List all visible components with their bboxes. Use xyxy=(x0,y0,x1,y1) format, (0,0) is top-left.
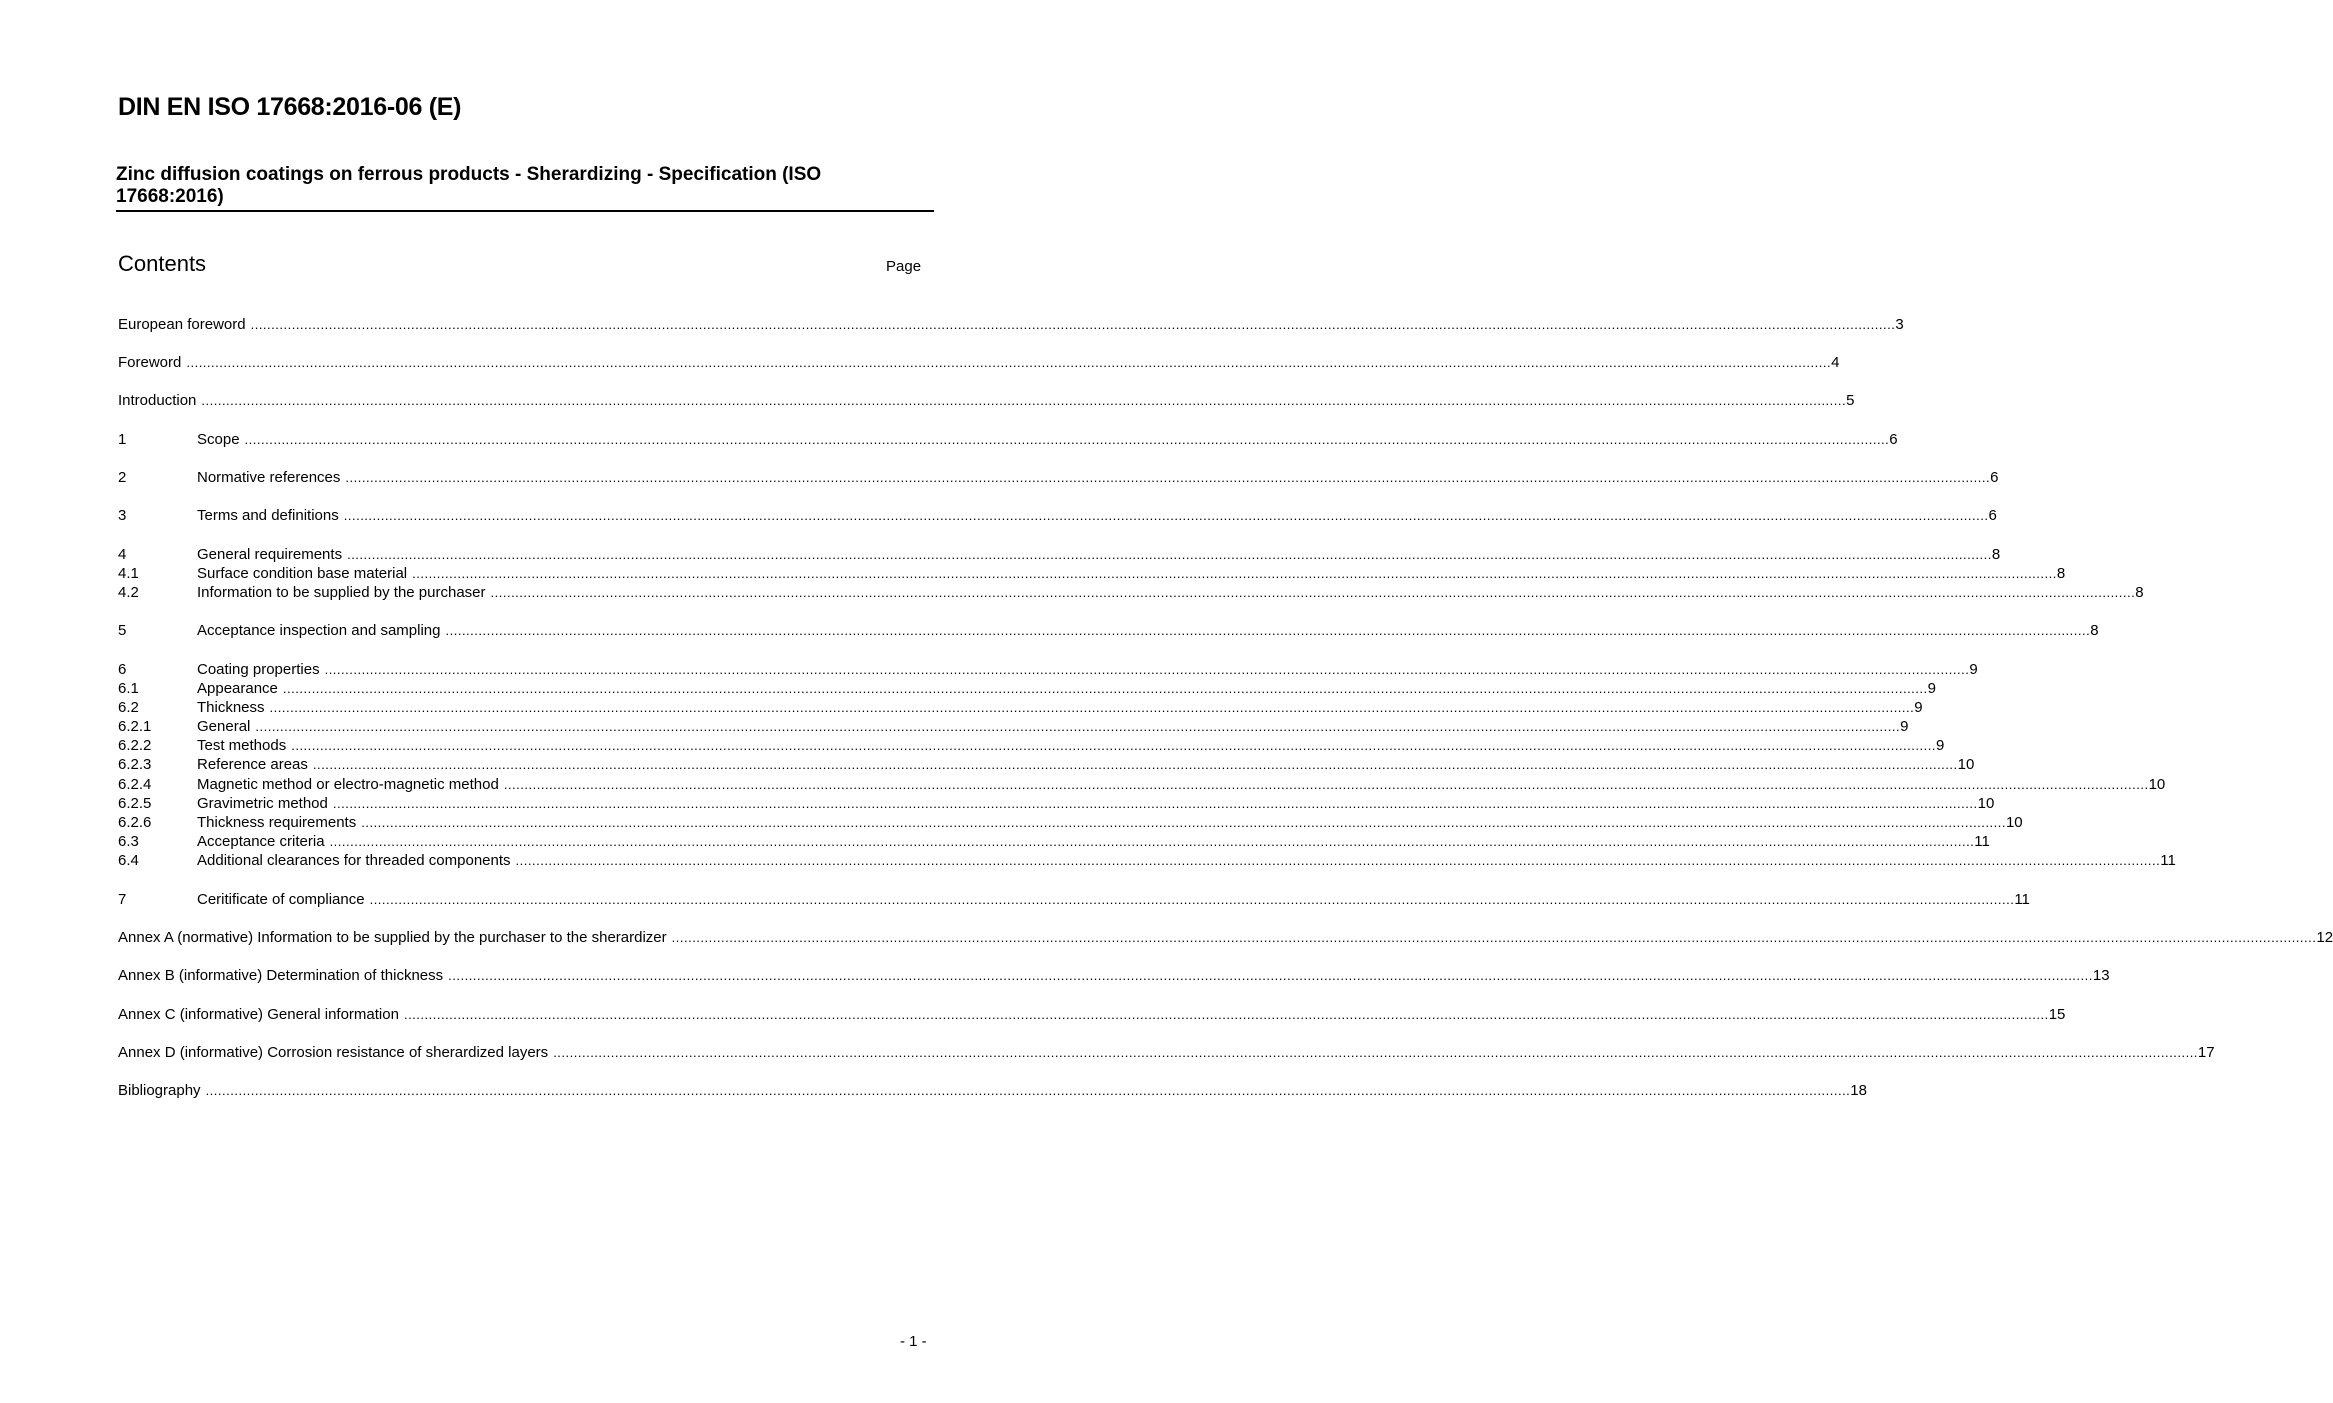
toc-dot-leader: ................................................................................................................................................................................................................................................................................................................................................................................................................ xyxy=(332,796,1978,811)
toc-entry-title: General xyxy=(197,718,251,735)
toc-entry xyxy=(118,755,1975,774)
toc-entry xyxy=(118,832,1990,851)
toc-entry-number: 5 xyxy=(118,622,127,639)
toc-dot-leader: ................................................................................................................................................................................................................................................................................................................................................................................................................ xyxy=(361,815,2006,830)
toc-entry-number: 4.2 xyxy=(118,584,139,601)
toc-entry xyxy=(118,775,2166,794)
toc-entry-page: 5 xyxy=(1846,392,1855,409)
page-column-label: Page xyxy=(886,258,922,275)
toc-dot-leader: ................................................................................................................................................................................................................................................................................................................................................................................................................ xyxy=(324,662,1970,677)
toc-entry-number: 6.2.6 xyxy=(118,814,152,831)
toc-entry-number: 4.1 xyxy=(118,565,139,582)
toc-entry xyxy=(118,890,2030,909)
toc-entry-page: 9 xyxy=(1914,699,1923,716)
toc-dot-leader: ................................................................................................................................................................................................................................................................................................................................................................................................................ xyxy=(345,470,1991,485)
toc-entry-page: 17 xyxy=(2197,1044,2215,1061)
document-title: DIN EN ISO 17668:2016-06 (E) xyxy=(118,93,462,121)
contents-heading: Contents xyxy=(118,251,207,276)
toc-entry-page: 11 xyxy=(2160,852,2176,869)
toc-entry xyxy=(118,966,2110,985)
toc-dot-leader: ................................................................................................................................................................................................................................................................................................................................................................................................................ xyxy=(490,585,2136,600)
toc-dot-leader: ................................................................................................................................................................................................................................................................................................................................................................................................................ xyxy=(250,317,1896,332)
toc-entry xyxy=(118,545,2001,564)
toc-entry xyxy=(118,391,1855,410)
toc-dot-leader: ................................................................................................................................................................................................................................................................................................................................................................................................................ xyxy=(329,834,1975,849)
toc-entry xyxy=(118,813,2023,832)
toc-dot-leader: ................................................................................................................................................................................................................................................................................................................................................................................................................ xyxy=(269,700,1915,715)
toc-entry-number: 2 xyxy=(118,469,127,486)
toc-entry-page: 9 xyxy=(1927,680,1936,697)
toc-entry-number: 6.3 xyxy=(118,833,139,850)
toc-entry xyxy=(118,315,1904,334)
toc-dot-leader: ................................................................................................................................................................................................................................................................................................................................................................................................................ xyxy=(343,508,1989,523)
toc-entry-title: General requirements xyxy=(197,546,343,563)
toc-entry-number: 6.2.3 xyxy=(118,756,152,773)
toc-entry-title: Additional clearances for threaded components xyxy=(197,852,511,869)
page-number: - 1 - xyxy=(900,1333,927,1350)
toc-dot-leader: ................................................................................................................................................................................................................................................................................................................................................................................................................ xyxy=(186,355,1832,370)
toc-dot-leader: ................................................................................................................................................................................................................................................................................................................................................................................................................ xyxy=(445,623,2091,638)
toc-entry-title: Appearance xyxy=(197,680,278,697)
toc-entry-number: 6.2.2 xyxy=(118,737,152,754)
toc-entry-page: 4 xyxy=(1831,354,1840,371)
toc-entry-title: Test methods xyxy=(197,737,287,754)
toc-entry-number: 6 xyxy=(118,661,127,678)
toc-entry xyxy=(118,794,1995,813)
toc-entry xyxy=(118,1043,2215,1062)
toc-dot-leader: ................................................................................................................................................................................................................................................................................................................................................................................................................ xyxy=(312,757,1958,772)
toc-entry-page: 9 xyxy=(1969,661,1978,678)
toc-entry-number: 6.2.4 xyxy=(118,776,152,793)
toc-entry-title: Surface condition base material xyxy=(197,565,408,582)
toc-dot-leader: ................................................................................................................................................................................................................................................................................................................................................................................................................ xyxy=(448,968,2093,983)
toc-entry xyxy=(118,660,1978,679)
toc-entry-number: 6.2.5 xyxy=(118,795,152,812)
toc-entry-title: Normative references xyxy=(197,469,341,486)
toc-entry xyxy=(118,430,1898,449)
toc-dot-leader: ................................................................................................................................................................................................................................................................................................................................................................................................................ xyxy=(553,1045,2198,1060)
toc-entry xyxy=(118,1005,2066,1024)
toc-entry-title: Acceptance criteria xyxy=(197,833,325,850)
toc-entry-title: Bibliography xyxy=(118,1082,201,1099)
toc-entry-title: Acceptance inspection and sampling xyxy=(197,622,441,639)
toc-dot-leader: ................................................................................................................................................................................................................................................................................................................................................................................................................ xyxy=(671,930,2317,945)
toc-entry xyxy=(118,851,2176,870)
toc-dot-leader: ................................................................................................................................................................................................................................................................................................................................................................................................................ xyxy=(201,393,1847,408)
toc-entry-page: 13 xyxy=(2092,967,2110,984)
toc-dot-leader: ................................................................................................................................................................................................................................................................................................................................................................................................................ xyxy=(412,566,2057,581)
toc-entry-title: Ceritificate of compliance xyxy=(197,891,365,908)
toc-entry-title: Gravimetric method xyxy=(197,795,328,812)
toc-entry-title: Magnetic method or electro-magnetic method xyxy=(197,776,499,793)
toc-dot-leader: ................................................................................................................................................................................................................................................................................................................................................................................................................ xyxy=(515,853,2161,868)
toc-entry-page: 8 xyxy=(2090,622,2099,639)
toc-dot-leader: ................................................................................................................................................................................................................................................................................................................................................................................................................ xyxy=(255,719,1901,734)
toc-entry-title: Reference areas xyxy=(197,756,308,773)
toc-entry xyxy=(118,353,1840,372)
toc-entry-page: 6 xyxy=(1889,431,1898,448)
toc-entry-title: European foreword xyxy=(118,316,246,333)
toc-entry-page: 6 xyxy=(1988,507,1997,524)
toc-entry xyxy=(118,583,2144,602)
toc-entry-page: 10 xyxy=(2148,776,2166,793)
toc-entry-page: 8 xyxy=(1991,546,2001,563)
toc-entry-title: Thickness requirements xyxy=(197,814,357,831)
toc-entry xyxy=(118,717,1909,736)
toc-entry xyxy=(118,621,2099,640)
toc-entry-number: 6.2 xyxy=(118,699,139,716)
toc-dot-leader: ................................................................................................................................................................................................................................................................................................................................................................................................................ xyxy=(291,738,1936,753)
toc-entry-page: 9 xyxy=(1935,737,1945,754)
toc-entry-title: Information to be supplied by the purchaser xyxy=(197,584,486,601)
document-subtitle: Zinc diffusion coatings on ferrous products - Sherardizing - Specification (ISO 17668:2016) xyxy=(116,164,822,207)
toc-entry-page: 11 xyxy=(2014,891,2030,908)
toc-entry-number: 3 xyxy=(118,507,127,524)
toc-entry-page: 12 xyxy=(2316,929,2333,946)
toc-entry xyxy=(118,698,1923,717)
toc-entry-title: Annex A (normative) Information to be supplied by the purchaser to the sherardizer xyxy=(118,929,667,946)
toc-entry-number: 7 xyxy=(118,891,127,908)
toc-dot-leader: ................................................................................................................................................................................................................................................................................................................................................................................................................ xyxy=(369,892,2015,907)
toc-entry-title: Coating properties xyxy=(197,661,320,678)
toc-entry-page: 3 xyxy=(1895,316,1904,333)
toc-entry xyxy=(118,564,2066,583)
toc-dot-leader: ................................................................................................................................................................................................................................................................................................................................................................................................................ xyxy=(205,1083,1851,1098)
toc-entry-title: Annex B (informative) Determination of thickness xyxy=(118,967,444,984)
toc-entry-title: Annex D (informative) Corrosion resistance of sherardized layers xyxy=(118,1044,549,1061)
toc-entry-number: 6.1 xyxy=(118,680,139,697)
toc-dot-leader: ................................................................................................................................................................................................................................................................................................................................................................................................................ xyxy=(347,547,1992,562)
toc-entry-page: 6 xyxy=(1990,469,1999,486)
toc-entry xyxy=(118,736,1945,755)
toc-entry xyxy=(118,928,2333,947)
toc-entry-page: 10 xyxy=(1977,795,1995,812)
toc-dot-leader: ................................................................................................................................................................................................................................................................................................................................................................................................................ xyxy=(403,1007,2049,1022)
toc-entry-title: Scope xyxy=(197,431,240,448)
toc-entry-page: 10 xyxy=(2005,814,2023,831)
toc-entry xyxy=(118,679,1936,698)
toc-entry-page: 11 xyxy=(1974,833,1990,850)
toc-entry-number: 6.4 xyxy=(118,852,139,869)
toc-entry xyxy=(118,1081,1867,1100)
toc-entry-number: 1 xyxy=(118,431,127,448)
toc-dot-leader: ................................................................................................................................................................................................................................................................................................................................................................................................................ xyxy=(244,432,1890,447)
toc-entry-title: Annex C (informative) General information xyxy=(118,1006,399,1023)
toc-entry-title: Foreword xyxy=(118,354,182,371)
toc-entry-number: 4 xyxy=(118,546,127,563)
toc-entry-page: 9 xyxy=(1900,718,1909,735)
toc-entry-page: 15 xyxy=(2048,1006,2066,1023)
toc-entry-page: 8 xyxy=(2056,565,2066,582)
toc-dot-leader: ................................................................................................................................................................................................................................................................................................................................................................................................................ xyxy=(282,681,1928,696)
toc-dot-leader: ................................................................................................................................................................................................................................................................................................................................................................................................................ xyxy=(503,777,2149,792)
toc-entry xyxy=(118,468,1999,487)
toc-entry-title: Introduction xyxy=(118,392,197,409)
toc-entry-page: 10 xyxy=(1957,756,1975,773)
toc-entry-page: 8 xyxy=(2135,584,2144,601)
toc-entry xyxy=(118,506,1997,525)
toc-entry-title: Terms and definitions xyxy=(197,507,339,524)
toc-entry-number: 6.2.1 xyxy=(118,718,152,735)
toc-entry-title: Thickness xyxy=(197,699,265,716)
toc-entry-page: 18 xyxy=(1850,1082,1867,1099)
